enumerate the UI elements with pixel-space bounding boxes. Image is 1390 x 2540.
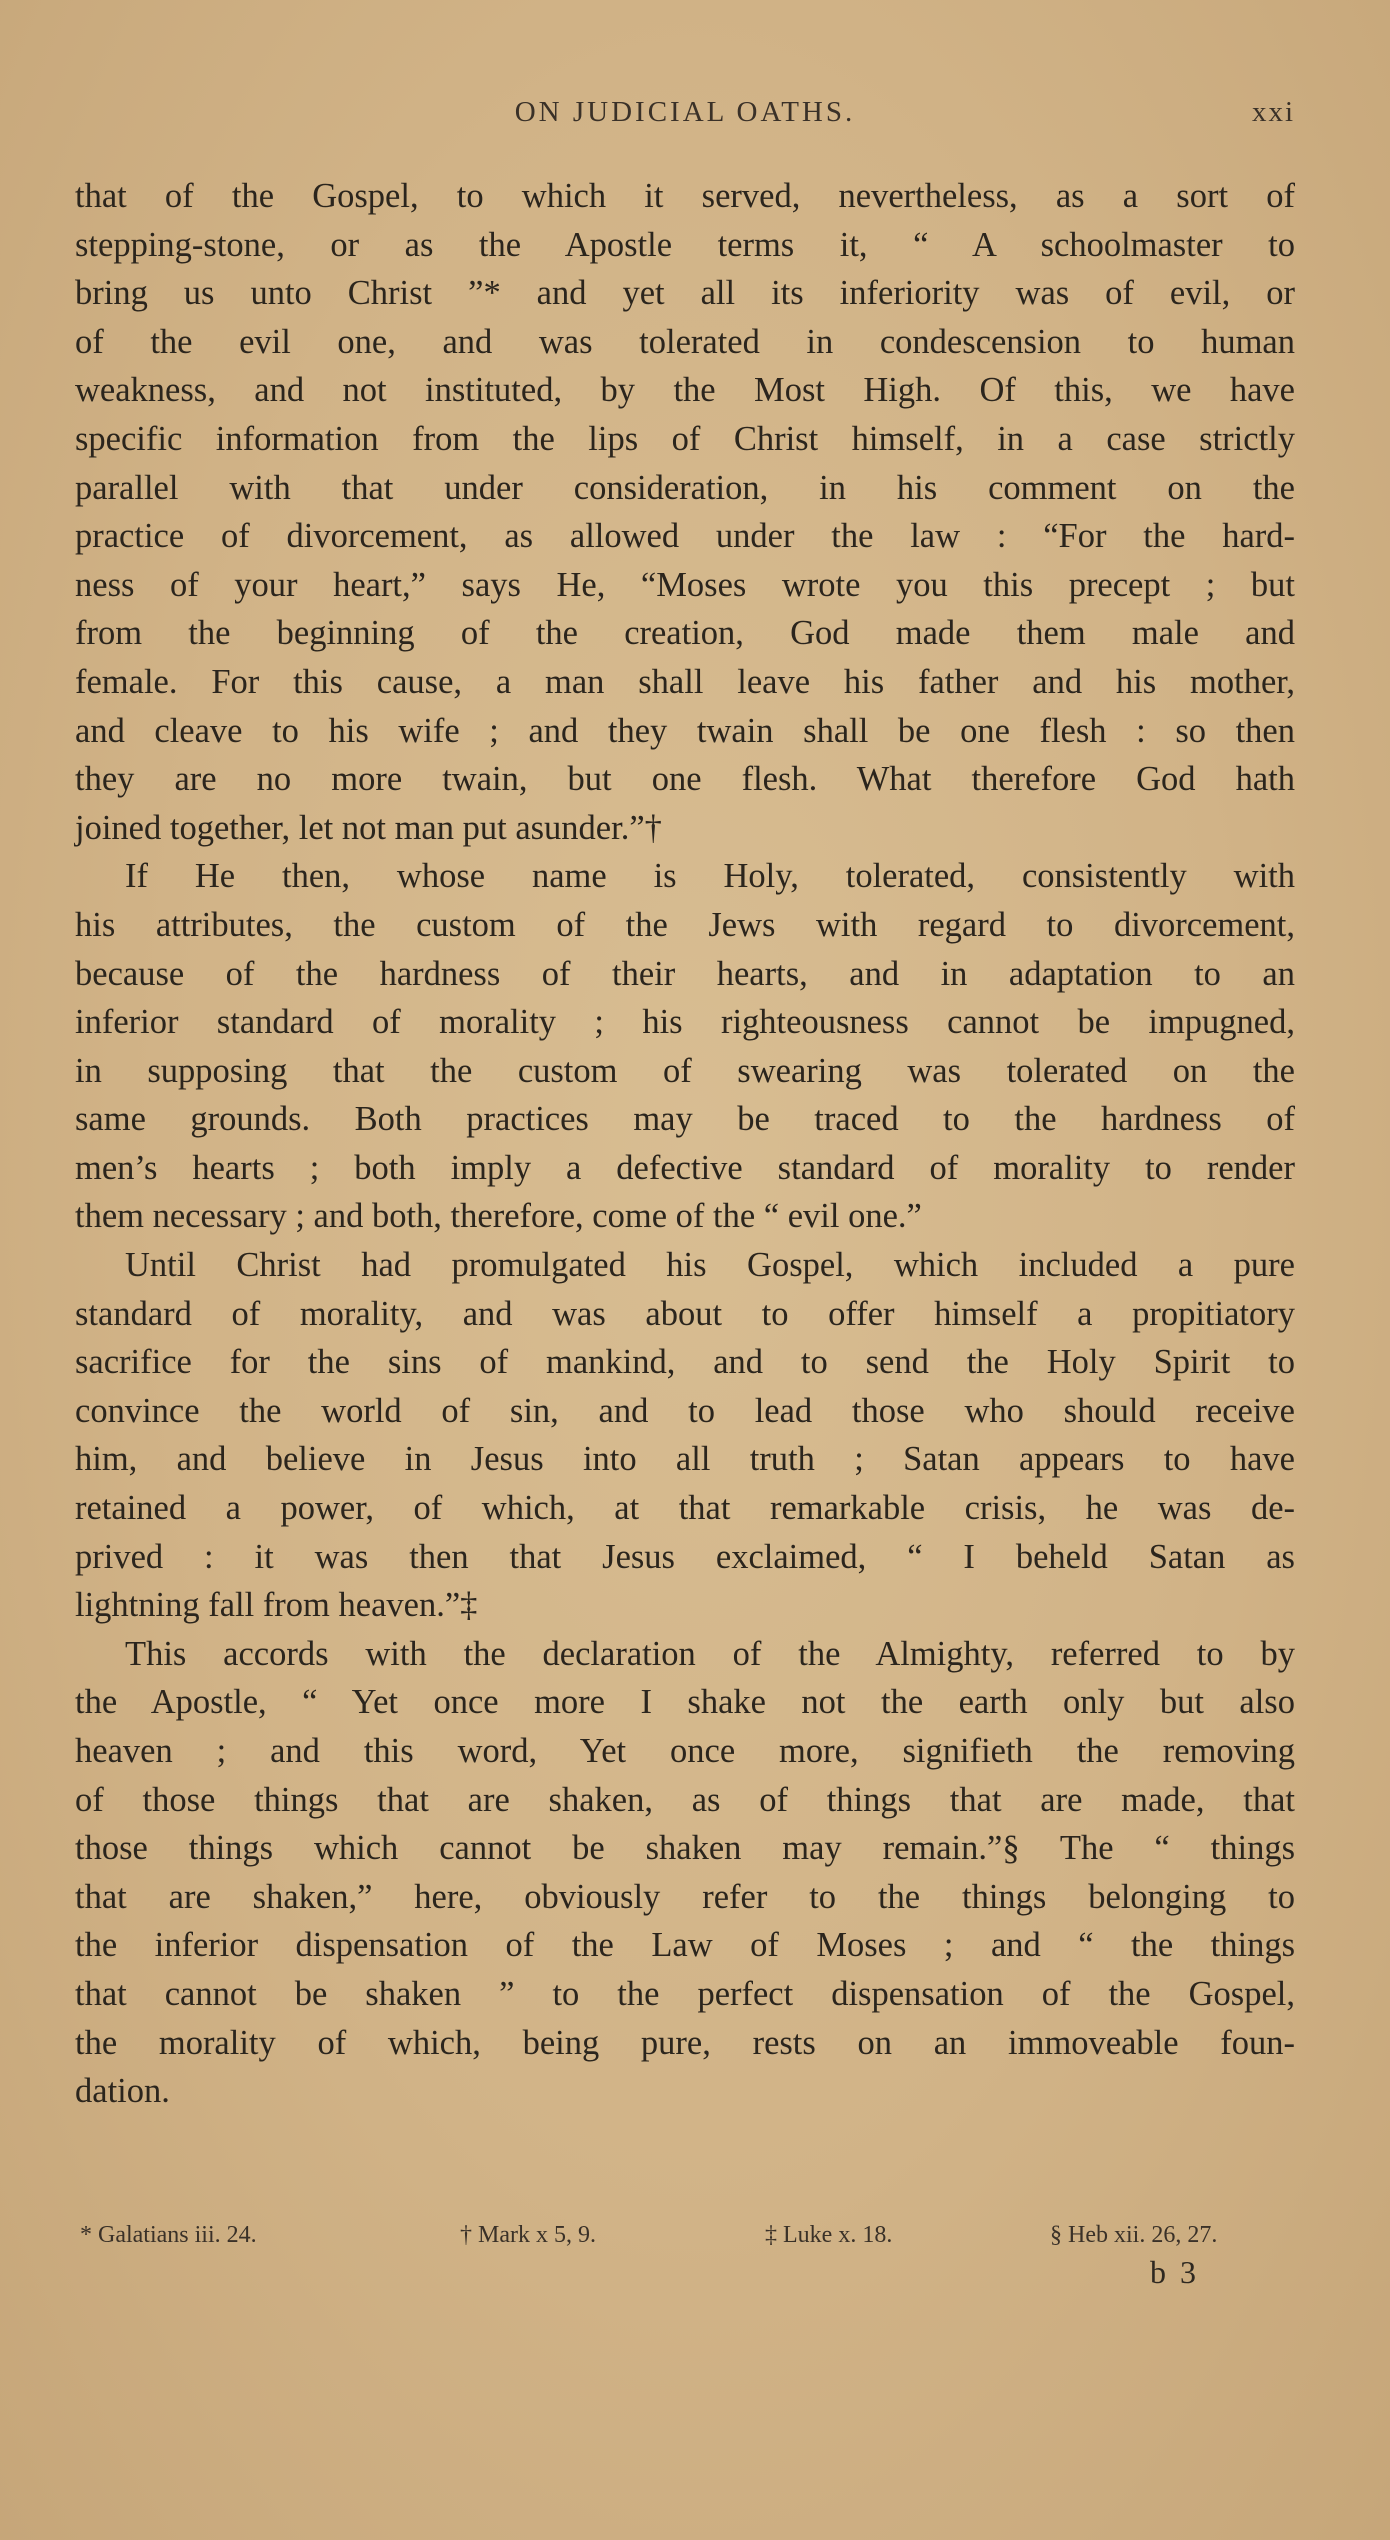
text-line: standard of morality, and was about to offer himself a propitiatory — [75, 1294, 1295, 1333]
text-line: female. For this cause, a man shall leave his father and his mother, — [75, 662, 1295, 701]
text-line: convince the world of sin, and to lead those who should receive — [75, 1391, 1295, 1430]
text-line: This accords with the declaration of the Almighty, referred to by — [125, 1634, 1295, 1673]
running-head — [75, 96, 1295, 140]
running-title: ON JUDICIAL OATHS. — [514, 96, 856, 128]
text-line: men’s hearts ; both imply a defective standard of morality to render — [75, 1148, 1295, 1187]
text-line: specific information from the lips of Christ himself, in a case strictly — [75, 419, 1295, 458]
text-line: If He then, whose name is Holy, tolerated, consistently with — [125, 857, 1295, 896]
text-line: parallel with that under consideration, in his comment on the — [75, 468, 1295, 507]
text-line: the morality of which, being pure, rests on an immoveable foun- — [75, 2023, 1295, 2062]
footnotes — [75, 2222, 1295, 2262]
paragraph-4 — [75, 1630, 1295, 2116]
text-line: his attributes, the custom of the Jews with regard to divorcement, — [75, 905, 1295, 944]
text-line: the inferior dispensation of the Law of Moses ; and “ the things — [75, 1926, 1295, 1965]
text-line: they are no more twain, but one flesh. What therefore God hath — [75, 760, 1295, 799]
text-line: them necessary ; and both, therefore, come of the “ evil one.” — [75, 1197, 922, 1236]
signature-mark: b 3 — [1150, 2254, 1199, 2290]
text-line: that of the Gospel, to which it served, nevertheless, as a sort of — [75, 177, 1295, 215]
text-line: retained a power, of which, at that remarkable crisis, he was de- — [75, 1489, 1295, 1528]
text-line: lightning fall from heaven.”‡ — [75, 1586, 478, 1625]
text-line: from the beginning of the creation, God made them male and — [75, 614, 1295, 653]
footnote-galatians: * Galatians iii. 24. — [80, 2222, 257, 2248]
text-line: that cannot be shaken ” to the perfect dispensation of the Gospel, — [75, 1974, 1295, 2013]
text-line: weakness, and not instituted, by the Most High. Of this, we have — [75, 371, 1295, 410]
text-line: that are shaken,” here, obviously refer to the things belonging to — [75, 1877, 1295, 1916]
text-line: in supposing that the custom of swearing was tolerated on the — [75, 1051, 1295, 1090]
text-line: of those things that are shaken, as of things that are made, that — [75, 1780, 1295, 1819]
text-line: because of the hardness of their hearts, and in adaptation to an — [75, 954, 1295, 993]
text-line: bring us unto Christ ”* and yet all its inferiority was of evil, or — [75, 274, 1295, 313]
page-number: xxi — [1251, 96, 1295, 128]
text-line: of the evil one, and was tolerated in condescension to human — [75, 322, 1295, 361]
text-line: joined together, let not man put asunder.”† — [75, 808, 662, 847]
text-line: Until Christ had promulgated his Gospel, which included a pure — [125, 1246, 1295, 1285]
text-line: ness of your heart,” says He, “Moses wrote you this precept ; but — [75, 565, 1295, 604]
text-line: the Apostle, “ Yet once more I shake not the earth only but also — [75, 1683, 1295, 1722]
text-line: dation. — [75, 2072, 170, 2111]
text-line: practice of divorcement, as allowed under the law : “For the hard- — [75, 517, 1295, 556]
text-line: and cleave to his wife ; and they twain shall be one flesh : so then — [75, 711, 1295, 750]
text-line: heaven ; and this word, Yet once more, signifieth the removing — [75, 1732, 1295, 1770]
text-line: sacrifice for the sins of mankind, and to send the Holy Spirit to — [75, 1343, 1295, 1382]
footnote-luke: ‡ Luke x. 18. — [765, 2222, 893, 2248]
text-line: inferior standard of morality ; his righteousness cannot be impugned, — [75, 1003, 1295, 1042]
text-line: him, and believe in Jesus into all truth ; Satan appears to have — [75, 1440, 1295, 1479]
paragraph-1 — [75, 172, 1295, 852]
text-line: same grounds. Both practices may be traced to the hardness of — [75, 1100, 1295, 1139]
footnote-hebrews: § Heb xii. 26, 27. — [1050, 2222, 1218, 2248]
text-line: those things which cannot be shaken may remain.”§ The “ things — [75, 1829, 1295, 1868]
footnote-mark: † Mark x 5, 9. — [460, 2222, 596, 2248]
text-line: prived : it was then that Jesus exclaimed, “ I beheld Satan as — [75, 1537, 1295, 1576]
paragraph-2 — [75, 852, 1295, 1241]
paragraph-3 — [75, 1241, 1295, 1630]
body-text — [75, 172, 1295, 2116]
text-line: stepping-stone, or as the Apostle terms it, “ A schoolmaster to — [75, 225, 1295, 264]
